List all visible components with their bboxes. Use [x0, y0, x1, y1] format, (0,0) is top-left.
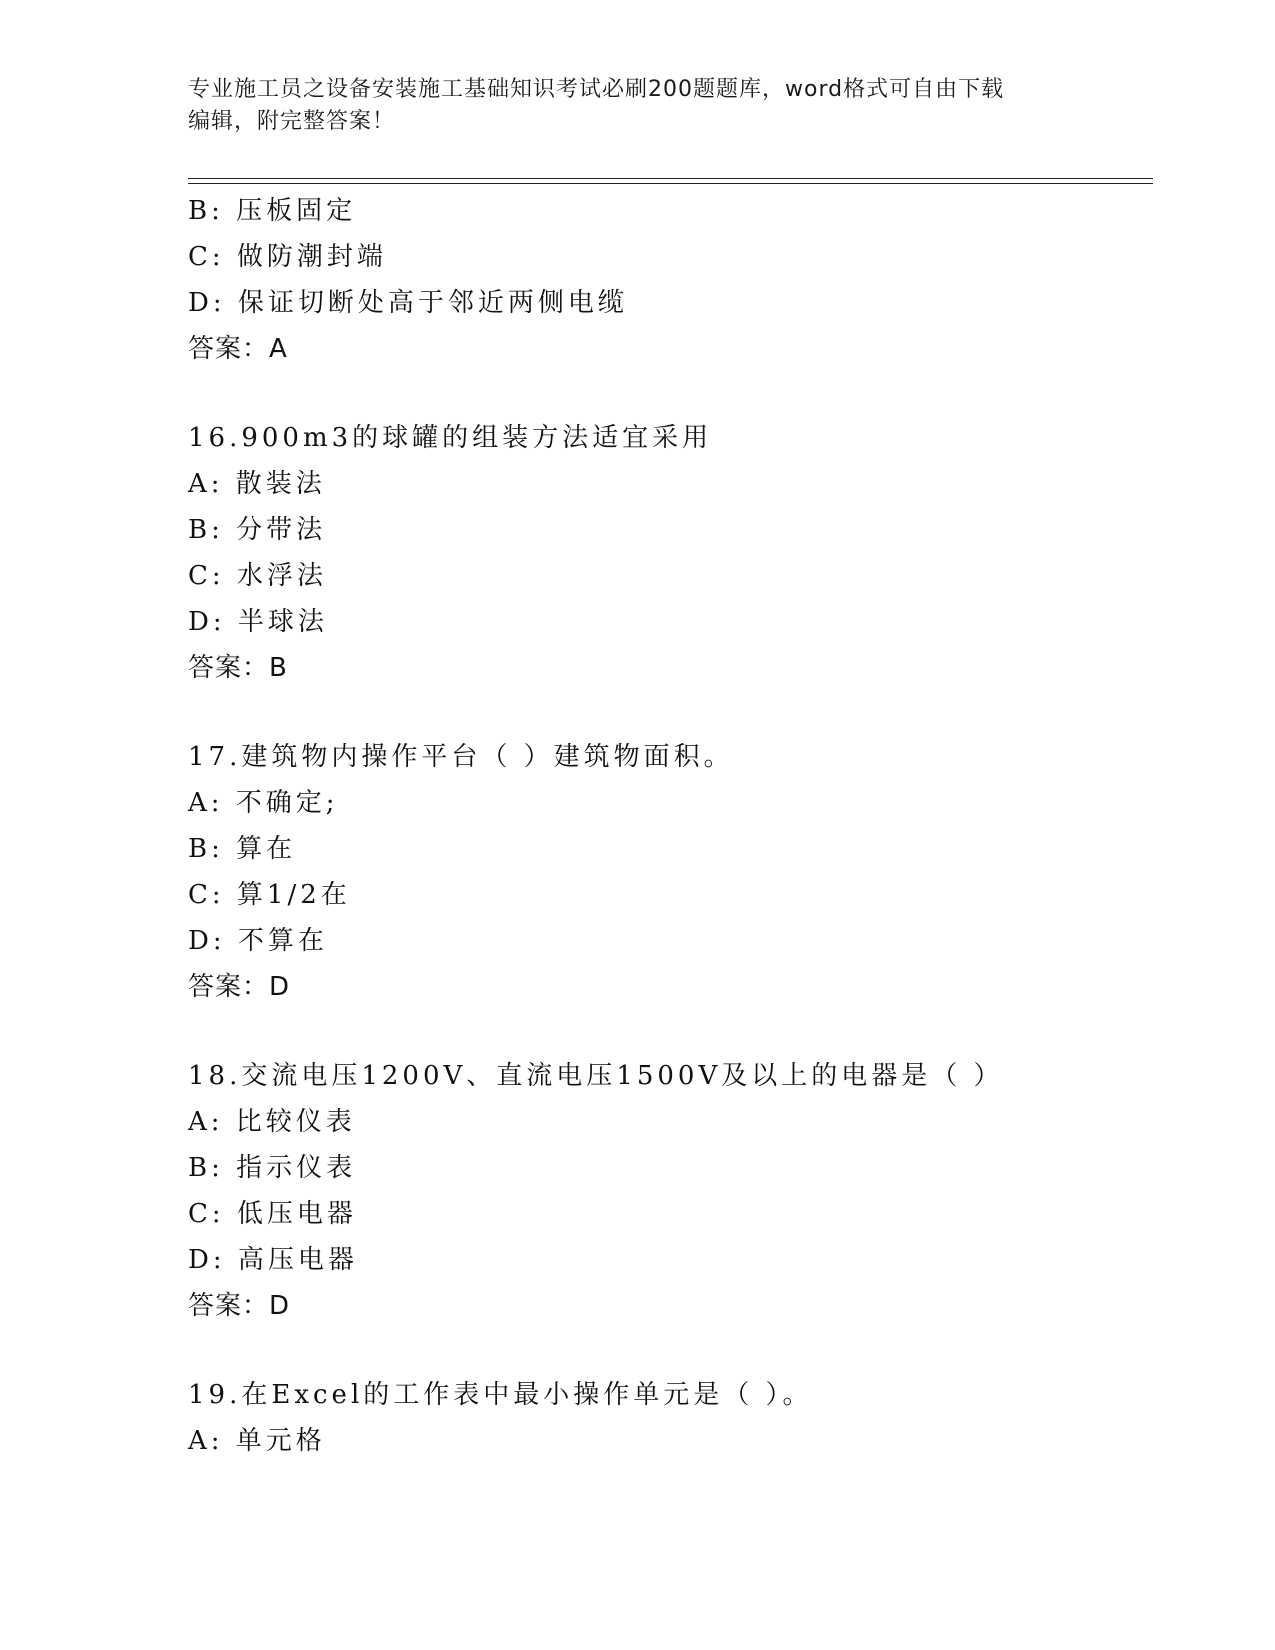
spacer [188, 1329, 1148, 1372]
question-block [188, 734, 1148, 1010]
answer-line: 答案：A [188, 334, 288, 364]
option-c: C: 水浮法 [188, 561, 327, 591]
question-text: 16.900m3的球罐的组装方法适宜采用 [188, 423, 713, 453]
option-a: A: 散装法 [188, 469, 326, 499]
option-c: C: 算1/2在 [188, 880, 351, 910]
option-d: D: 不算在 [188, 926, 328, 956]
question-text: 17.建筑物内操作平台（ ）建筑物面积。 [188, 742, 734, 772]
question-text: 19.在Excel的工作表中最小操作单元是（ ）。 [188, 1380, 813, 1410]
option-b: B: 压板固定 [188, 196, 357, 226]
header-title-line-1: 专业施工员之设备安装施工基础知识考试必刷200题题库，word格式可自由下载 [188, 77, 1005, 102]
option-d: D: 高压电器 [188, 1245, 358, 1275]
answer-line: 答案：D [188, 1291, 291, 1321]
header-divider-top [188, 178, 1153, 179]
question-text: 18.交流电压1200V、直流电压1500V及以上的电器是（ ） [188, 1061, 1004, 1091]
option-b: B: 算在 [188, 834, 297, 864]
spacer [188, 372, 1148, 415]
question-block [188, 1372, 1148, 1464]
option-b: B: 指示仪表 [188, 1153, 357, 1183]
option-d: D: 半球法 [188, 607, 328, 637]
answer-line: 答案：B [188, 653, 288, 683]
option-a: A: 单元格 [188, 1426, 326, 1456]
question-list [188, 188, 1148, 1464]
question-block [188, 1053, 1148, 1329]
question-block [188, 415, 1148, 691]
spacer [188, 1010, 1148, 1053]
question-block [188, 188, 1148, 372]
option-c: C: 低压电器 [188, 1199, 357, 1229]
answer-line: 答案：D [188, 972, 291, 1002]
option-a: A: 不确定; [188, 788, 339, 818]
header-divider-bottom [188, 183, 1153, 184]
option-a: A: 比较仪表 [188, 1107, 356, 1137]
option-c: C: 做防潮封端 [188, 242, 387, 272]
document-header [188, 74, 1088, 138]
spacer [188, 691, 1148, 734]
option-d: D: 保证切断处高于邻近两侧电缆 [188, 288, 628, 318]
option-b: B: 分带法 [188, 515, 327, 545]
header-title-line-2: 编辑，附完整答案！ [188, 109, 396, 134]
